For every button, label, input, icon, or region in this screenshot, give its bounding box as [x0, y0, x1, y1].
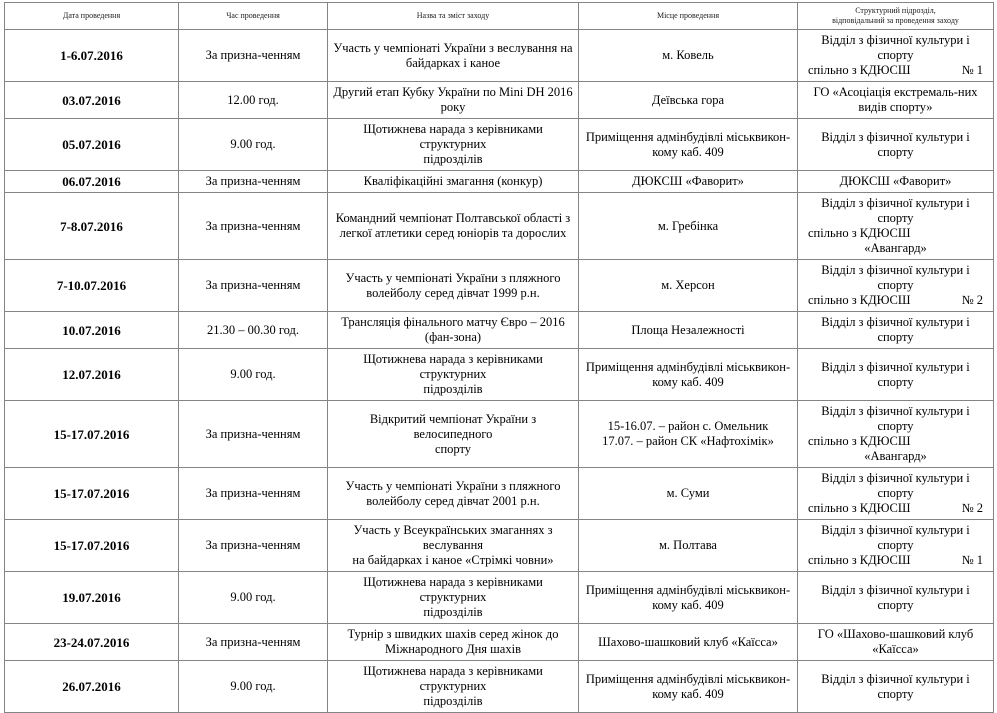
time-cell: За призна-ченням [179, 624, 328, 661]
responsible-text-line: спільно з КДЮСШ [808, 226, 911, 240]
time-cell: За призна-ченням [179, 260, 328, 312]
place-text-line: кому каб. 409 [652, 686, 724, 701]
event-cell [328, 312, 579, 349]
table-row [5, 82, 994, 119]
responsible-cell [798, 468, 994, 520]
time-cell: За призна-ченням [179, 401, 328, 468]
place-text-line: кому каб. 409 [652, 374, 724, 389]
event-text-line: підрозділів [423, 152, 483, 166]
event-text-line: Щотижнева нарада з керівниками структурних [363, 352, 543, 381]
table-header-row [5, 3, 994, 30]
responsible-text-line: ГО «Шахово-шашковий клуб [817, 627, 974, 641]
table-row [5, 349, 994, 401]
place-cell [579, 572, 798, 624]
responsible-text-line: Відділ з фізичної культури і спорту [821, 263, 970, 292]
responsible-text-line-right: № 2 [961, 293, 983, 307]
responsible-cell [798, 193, 994, 260]
event-cell [328, 171, 579, 193]
responsible-cell [798, 82, 994, 119]
responsible-cell [798, 572, 994, 624]
place-text-line: м. Полтава [659, 538, 717, 552]
events-schedule-table [4, 2, 994, 713]
event-text-line: Турнір з швидких шахів серед жінок до [347, 627, 559, 641]
responsible-text-line-right: № 2 [961, 501, 983, 515]
responsible-text-line: Відділ з фізичної культури і спорту [821, 315, 970, 344]
responsible-text-line: спільно з КДЮСШ [808, 434, 911, 448]
table-row [5, 171, 994, 193]
time-cell: За призна-ченням [179, 193, 328, 260]
event-text-line: Кваліфікаційні змагання (конкур) [363, 174, 543, 188]
place-cell [579, 349, 798, 401]
event-text-line: року [440, 100, 466, 114]
responsible-text-line: Відділ з фізичної культури і спорту [821, 404, 970, 433]
place-cell [579, 193, 798, 260]
responsible-text-line: Відділ з фізичної культури і спорту [821, 471, 970, 500]
event-text-line: Трансляція фінального матчу Євро – 2016 [341, 315, 565, 329]
table-row [5, 661, 994, 713]
responsible-text-line [802, 293, 989, 308]
date-cell: 03.07.2016 [5, 82, 179, 119]
responsible-cell [798, 401, 994, 468]
time-cell: 9.00 год. [179, 119, 328, 171]
event-cell [328, 82, 579, 119]
event-text-line: Щотижнева нарада з керівниками структурних [363, 122, 543, 151]
place-text-line: Деївська гора [651, 92, 725, 107]
event-cell [328, 624, 579, 661]
responsible-text-line: Відділ з фізичної культури і спорту [821, 129, 970, 159]
responsible-text-line: «Авангард» [864, 241, 927, 255]
event-text-line: Відкритий чемпіонат України з велосипедного [369, 411, 537, 441]
responsible-cell [798, 312, 994, 349]
place-text-line: Приміщення адмінбудівлі міськвикон- [585, 671, 791, 686]
header-cell-0 [5, 3, 179, 30]
place-cell [579, 30, 798, 82]
table-row [5, 624, 994, 661]
event-cell [328, 661, 579, 713]
responsible-text-line: Відділ з фізичної культури і спорту [821, 196, 970, 225]
responsible-cell [798, 30, 994, 82]
responsible-text-line: «Авангард» [864, 449, 927, 463]
event-cell [328, 260, 579, 312]
header-cell-4 [798, 3, 994, 30]
responsible-text-line-left: спільно з КДЮСШ [808, 501, 911, 515]
time-cell: 21.30 – 00.30 год. [179, 312, 328, 349]
place-cell [579, 119, 798, 171]
place-text-line: Площа Незалежності [631, 322, 745, 337]
table-row [5, 193, 994, 260]
table-row [5, 520, 994, 572]
place-text-line: м. Суми [666, 486, 710, 500]
responsible-cell [798, 260, 994, 312]
event-text-line: підрозділів [423, 382, 483, 396]
date-cell: 1-6.07.2016 [5, 30, 179, 82]
date-cell: 26.07.2016 [5, 661, 179, 713]
header-cell-2 [328, 3, 579, 30]
header-cell-3 [579, 3, 798, 30]
event-cell [328, 520, 579, 572]
responsible-text-line [802, 553, 989, 568]
event-cell [328, 193, 579, 260]
responsible-cell [798, 661, 994, 713]
event-text-line: байдарках і каное [405, 55, 501, 70]
header-text-line: відповідальний за проведення заходу [832, 16, 959, 25]
responsible-text-line [802, 501, 989, 516]
place-cell [579, 82, 798, 119]
date-cell: 05.07.2016 [5, 119, 179, 171]
table-row [5, 119, 994, 171]
event-text-line: волейболу серед дівчат 1999 р.н. [366, 285, 540, 300]
responsible-text-line: ДЮКСШ «Фаворит» [839, 174, 952, 188]
date-cell: 19.07.2016 [5, 572, 179, 624]
table-row [5, 30, 994, 82]
date-cell: 7-10.07.2016 [5, 260, 179, 312]
event-cell [328, 401, 579, 468]
event-text-line: Командний чемпіонат Полтавської області з [335, 211, 571, 225]
event-text-line: підрозділів [423, 694, 483, 708]
date-cell: 15-17.07.2016 [5, 520, 179, 572]
responsible-text-line [802, 63, 989, 78]
event-cell [328, 349, 579, 401]
responsible-text-line: «Каїсса» [872, 642, 919, 656]
responsible-cell [798, 349, 994, 401]
date-cell: 23-24.07.2016 [5, 624, 179, 661]
event-text-line: (фан-зона) [424, 330, 482, 344]
time-cell: За призна-ченням [179, 468, 328, 520]
date-cell: 15-17.07.2016 [5, 468, 179, 520]
place-text-line: 15-16.07. – район с. Омельник [607, 419, 769, 433]
table-row [5, 260, 994, 312]
event-cell [328, 468, 579, 520]
responsible-text-line-left: спільно з КДЮСШ [808, 293, 911, 307]
event-text-line: Участь у чемпіонаті України з веслування на [333, 40, 573, 55]
table-header [5, 3, 994, 30]
event-text-line: Щотижнева нарада з керівниками структурних [363, 664, 543, 693]
place-text-line: кому каб. 409 [652, 144, 724, 159]
event-text-line: Участь у Всеукраїнських змаганнях з веслування [353, 523, 553, 552]
time-cell: 9.00 год. [179, 661, 328, 713]
event-text-line: Участь у чемпіонаті України з пляжного [345, 478, 561, 493]
time-cell: 9.00 год. [179, 572, 328, 624]
responsible-text-line: Відділ з фізичної культури і спорту [821, 671, 970, 701]
table-body [5, 30, 994, 713]
responsible-text-line: Відділ з фізичної культури і спорту [821, 33, 970, 62]
table-row [5, 572, 994, 624]
place-text-line: Шахово-шашковий клуб «Каїсса» [598, 634, 778, 649]
place-text-line: м. Гребінка [657, 218, 719, 233]
place-text-line: Приміщення адмінбудівлі міськвикон- [585, 582, 791, 597]
place-text-line: м. Ковель [662, 48, 714, 62]
responsible-text-line: Відділ з фізичної культури і спорту [821, 523, 970, 552]
responsible-text-line: Відділ з фізичної культури і спорту [821, 359, 970, 389]
responsible-cell [798, 119, 994, 171]
table-row [5, 312, 994, 349]
document-page [0, 2, 997, 708]
event-cell [328, 30, 579, 82]
date-cell: 06.07.2016 [5, 171, 179, 193]
event-text-line: легкої атлетики серед юніорів та дорослих [339, 226, 567, 240]
event-cell [328, 119, 579, 171]
event-text-line: підрозділів [423, 605, 483, 619]
place-text-line: Приміщення адмінбудівлі міськвикон- [585, 359, 791, 374]
place-cell [579, 661, 798, 713]
header-text-line: Час проведення [226, 11, 280, 20]
header-text-line: Структурний підрозділ, [855, 6, 936, 15]
date-cell: 7-8.07.2016 [5, 193, 179, 260]
event-text-line: спорту [434, 441, 472, 456]
event-text-line: Щотижнева нарада з керівниками структурних [363, 575, 543, 604]
place-cell [579, 401, 798, 468]
place-cell [579, 624, 798, 661]
place-text-line: кому каб. 409 [652, 597, 724, 612]
place-cell [579, 260, 798, 312]
event-text-line: волейболу серед дівчат 2001 р.н. [366, 493, 540, 508]
event-text-line: Міжнародного Дня шахів [385, 642, 521, 656]
responsible-text-line: ГО «Асоціація екстремаль-них [813, 85, 978, 99]
responsible-text-line-left: спільно з КДЮСШ [808, 553, 911, 567]
responsible-text-line-left: спільно з КДЮСШ [808, 63, 911, 77]
time-cell: 9.00 год. [179, 349, 328, 401]
place-text-line: м. Херсон [661, 278, 715, 292]
time-cell: 12.00 год. [179, 82, 328, 119]
header-text-line: Дата проведення [62, 11, 121, 20]
responsible-cell [798, 171, 994, 193]
place-cell [579, 171, 798, 193]
place-cell [579, 520, 798, 572]
date-cell: 12.07.2016 [5, 349, 179, 401]
responsible-text-line: видів спорту» [858, 100, 933, 114]
time-cell: За призна-ченням [179, 520, 328, 572]
date-cell: 15-17.07.2016 [5, 401, 179, 468]
header-text-line: Місце проведення [656, 11, 720, 20]
responsible-text-line-right: № 1 [961, 553, 983, 567]
event-text-line: на байдарках і каное «Стрімкі човни» [352, 553, 554, 567]
responsible-text-line-right: № 1 [961, 63, 983, 77]
place-cell [579, 468, 798, 520]
time-cell: За призна-ченням [179, 171, 328, 193]
time-cell: За призна-ченням [179, 30, 328, 82]
table-row [5, 401, 994, 468]
table-row [5, 468, 994, 520]
place-text-line: 17.07. – район СК «Нафтохімік» [602, 434, 774, 448]
responsible-cell [798, 624, 994, 661]
place-cell [579, 312, 798, 349]
responsible-cell [798, 520, 994, 572]
date-cell: 10.07.2016 [5, 312, 179, 349]
event-text-line: Другий етап Кубку України по Mini DH 2016 [333, 85, 573, 99]
header-cell-1 [179, 3, 328, 30]
responsible-text-line: Відділ з фізичної культури і спорту [821, 582, 970, 612]
header-text-line: Назва та зміст заходу [416, 11, 490, 20]
place-text-line: ДЮКСШ «Фаворит» [632, 174, 744, 188]
place-text-line: Приміщення адмінбудівлі міськвикон- [585, 129, 791, 144]
event-text-line: Участь у чемпіонаті України з пляжного [345, 270, 561, 285]
event-cell [328, 572, 579, 624]
